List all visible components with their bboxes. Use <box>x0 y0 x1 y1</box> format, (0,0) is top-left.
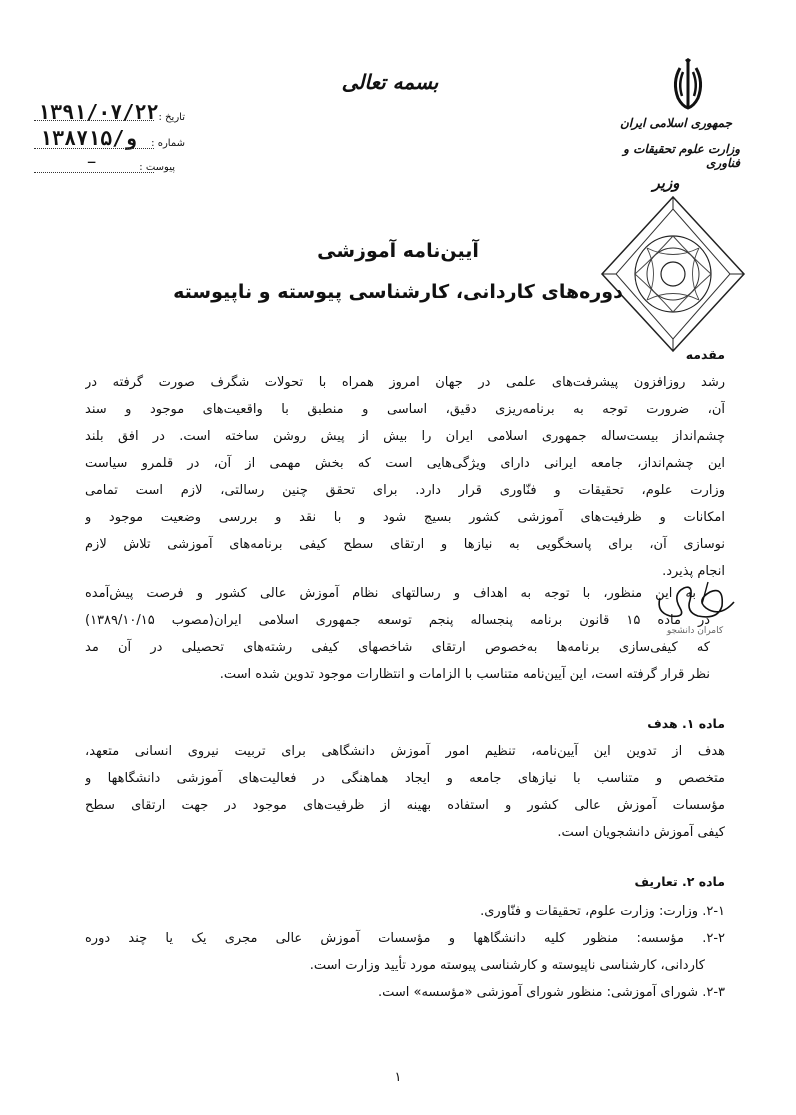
article-2-body <box>85 898 725 1006</box>
paragraph-line: آن، ضرورت توجه به برنامه‌ریزی دقیق، اساسی و منطبق با واقعیت‌های موجود و سند <box>85 402 725 417</box>
logo-line-minister: وزیر <box>652 174 680 192</box>
logo-line-ministry: وزارت علوم تحقیقات و فناوری <box>623 142 740 170</box>
page-number: ۱ <box>394 1070 402 1085</box>
date-label: تاریخ : <box>158 112 185 123</box>
paragraph-line: مؤسسات آموزش عالی کشور و استفاده بهینه از ظرفیت‌های موجود در جهت ارتقای سطح <box>85 798 725 813</box>
attachment-value: ـ <box>88 152 96 166</box>
basmala: بسمه تعالی <box>341 70 439 94</box>
paragraph-line: انجام پذیرد. <box>662 564 725 579</box>
paragraph-line: به این منظور، با توجه به اهداف و رسالتهای نظام آموزش عالی کشور و فرصت پیش‌آمده <box>85 586 696 601</box>
paragraph-line: رشد روزافزون پیشرفت‌های علمی در جهان امروز همراه با تحولات شگرف صورت گرفته در <box>85 375 725 390</box>
iran-emblem-icon <box>668 58 708 114</box>
definition-item: ۲-۱. وزارت: وزارت علوم، تحقیقات و فنّاوری. <box>480 904 725 919</box>
article-1-heading: ماده ۱. هدف <box>647 716 725 731</box>
definition-item: ۲-۲. مؤسسه: منظور کلیه دانشگاهها و مؤسسات آموزش عالی مجری یک یا چند دوره <box>85 931 725 946</box>
minister-signature <box>650 578 740 624</box>
logo-line-republic: جمهوری اسلامی ایران <box>619 116 732 130</box>
document-title: آیین‌نامه آموزشی <box>317 240 479 262</box>
intro-heading: مقدمه <box>685 347 725 362</box>
definition-item: ۲-۳. شورای آموزشی: منظور شورای آموزشی «مؤسسه» است. <box>377 985 725 1000</box>
attachment-label: پیوست : <box>139 162 175 173</box>
paragraph-line: این چشم‌انداز، جامعه ایرانی دارای ویژگی‌هایی است که بخش مهمی از آن، در قلمرو سیاست <box>85 456 725 471</box>
paragraph-line: متخصص و متناسب با نیازهای جامعه و ایجاد هماهنگی در فعالیت‌های آموزشی دانشگاهها و <box>85 771 725 786</box>
paragraph-line: هدف از تدوین این آیین‌نامه، تنظیم امور آموزش دانشگاهی برای تربیت نیروی انسانی متعهد، <box>85 744 725 759</box>
paragraph-line: کیفی آموزش دانشجویان است. <box>557 825 725 840</box>
letter-date: ۱۳۹۱/۰۷/۲۲ <box>38 100 159 124</box>
number-label: شماره : <box>151 138 185 149</box>
ornament-icon <box>600 195 746 353</box>
date-underline <box>34 120 154 121</box>
definition-item: کاردانی، کارشناسی ناپیوسته و کارشناسی پیوسته مورد تأیید وزارت است. <box>309 958 705 973</box>
paragraph-line: نوسازی آن، برای پاسخگویی به نیازها و ارتقای سطح کیفی برنامه‌های آموزشی تلاش لازم <box>85 537 725 552</box>
paragraph-line: وزارت علوم، تحقیقات و فنّاوری قرار دارد. برای تحقق چنین رسالتی، لازم است تمامی <box>85 483 725 498</box>
article-1-body <box>85 738 725 846</box>
intro-paragraph-1 <box>85 369 725 585</box>
paragraph-line: امکانات و ظرفیت‌های آموزشی کشور بسیج شود و با نقد و بررسی وضعیت موجود و <box>85 510 725 525</box>
signature-caption: کامران دانشجو <box>666 626 724 636</box>
paragraph-line: نظر قرار گرفته است، این آیین‌نامه متناسب با الزامات و انتظارات موجود تدوین شده است. <box>219 667 710 682</box>
paragraph-line: که کیفی‌سازی برنامه‌ها به‌خصوص ارتقای شاخصهای کیفی رشته‌های تحصیلی در آن مد <box>85 640 710 655</box>
number-underline <box>34 148 154 149</box>
document-subtitle: دوره‌های کاردانی، کارشناسی پیوسته و ناپیوسته <box>173 281 623 303</box>
article-2-heading: ماده ۲. تعاریف <box>634 874 725 889</box>
paragraph-line: چشم‌انداز بیست‌ساله جمهوری اسلامی ایران را بیش از پیش روشن ساخته است. در افق بلند <box>85 429 725 444</box>
paragraph-line: در ماده ۱۵ قانون برنامه پنجساله پنجم توسعه جمهوری اسلامی ایران(مصوب ۱۳۸۹/۱۰/۱۵) <box>85 613 710 628</box>
letter-number: ۱۳۸۷۱۵/و <box>40 126 137 150</box>
intro-paragraph-2 <box>85 580 710 688</box>
